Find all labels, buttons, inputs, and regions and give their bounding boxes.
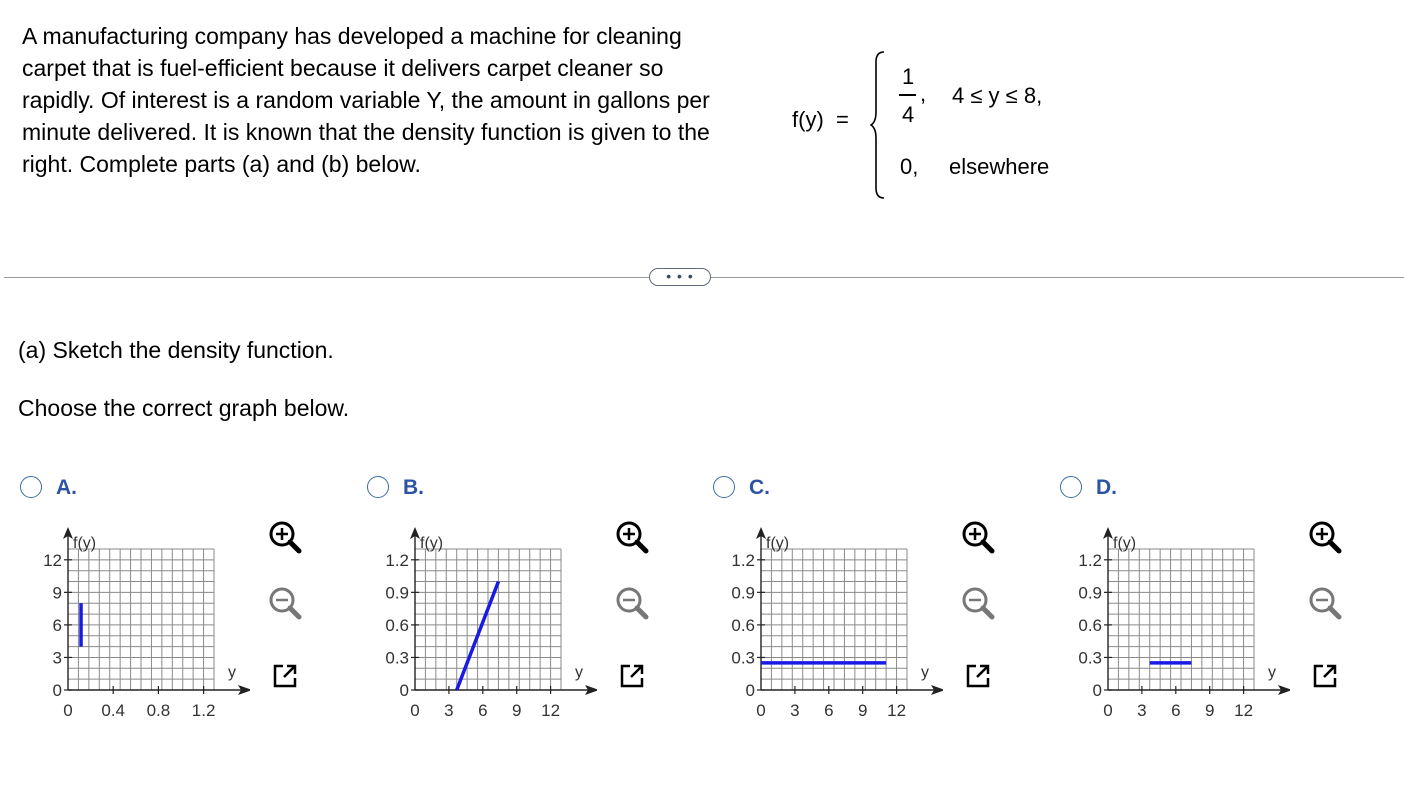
option-letter: C. (749, 476, 770, 499)
x-tick-label: 12 (541, 701, 561, 720)
y-tick-label: 0 (1092, 681, 1102, 700)
more-button[interactable]: • • • (649, 268, 711, 286)
x-tick-label: 3 (444, 701, 454, 720)
x-axis-label: y (575, 664, 583, 681)
expand-icon (266, 657, 304, 695)
option-letter: B. (403, 476, 424, 499)
condition-elsewhere: elsewhere (949, 154, 1050, 179)
y-tick-label: 6 (52, 615, 62, 635)
y-tick-label: 0.3 (385, 648, 409, 668)
x-tick-label: 12 (887, 701, 907, 720)
fraction-numerator: 1 (902, 64, 915, 89)
instruction: Choose the correct graph below. (18, 395, 350, 421)
graph-b (367, 514, 597, 729)
y-tick-label: 0 (745, 681, 755, 700)
part-a-prompt: (a) Sketch the density function. (18, 337, 334, 363)
zoom-in-icon (1306, 518, 1344, 556)
zoom-in-button[interactable] (266, 518, 304, 556)
y-tick-label: 9 (52, 583, 62, 603)
density-formula (790, 50, 1110, 200)
x-tick-label: 1.2 (191, 701, 216, 720)
zoom-out-icon (266, 584, 304, 622)
zoom-out-button[interactable] (1306, 584, 1344, 622)
y-axis-label: f(y) (766, 535, 790, 552)
y-axis-label: f(y) (73, 535, 97, 552)
zoom-in-icon (266, 518, 304, 556)
y-tick-label: 0.3 (1078, 648, 1102, 668)
x-tick-label: 0 (1103, 701, 1113, 720)
expand-button[interactable] (1306, 657, 1344, 695)
x-axis-label: y (921, 664, 929, 681)
expand-icon (959, 657, 997, 695)
graph-d (1060, 514, 1290, 729)
zoom-out-button[interactable] (959, 584, 997, 622)
expand-button[interactable] (613, 657, 651, 695)
piecewise-brace (870, 50, 886, 200)
x-axis-label: y (1268, 664, 1276, 681)
y-tick-label: 0.9 (1078, 583, 1102, 603)
x-tick-label: 6 (478, 701, 488, 720)
y-tick-label: 0 (399, 681, 409, 700)
x-tick-label: 0.8 (146, 701, 171, 720)
y-tick-label: 0.3 (731, 648, 755, 668)
y-tick-label: 0 (52, 681, 62, 700)
x-tick-label: 0 (756, 701, 766, 720)
expand-button[interactable] (959, 657, 997, 695)
option-letter: D. (1096, 476, 1117, 499)
fraction-bar (899, 94, 916, 96)
zoom-in-button[interactable] (959, 518, 997, 556)
zoom-out-icon (959, 584, 997, 622)
y-tick-label: 1.2 (731, 550, 755, 570)
condition-range: 4 ≤ y ≤ 8, (952, 83, 1043, 108)
y-tick-label: 1.2 (1078, 550, 1102, 570)
y-axis-label: f(y) (1113, 535, 1137, 552)
zoom-out-button[interactable] (613, 584, 651, 622)
expand-icon (1306, 657, 1344, 695)
graph-c (713, 514, 943, 729)
option-d[interactable] (1060, 474, 1390, 734)
y-tick-label: 12 (43, 550, 62, 570)
zoom-in-button[interactable] (1306, 518, 1344, 556)
x-tick-label: 3 (1137, 701, 1147, 720)
x-tick-label: 9 (1204, 701, 1215, 720)
graph-a (20, 514, 250, 729)
formula-lhs: f(y) (792, 107, 824, 132)
zoom-in-button[interactable] (613, 518, 651, 556)
x-tick-label: 0.4 (101, 701, 126, 720)
x-tick-label: 9 (857, 701, 868, 720)
y-tick-label: 0.9 (731, 583, 755, 603)
x-tick-label: 6 (824, 701, 834, 720)
radio-button[interactable] (367, 476, 389, 498)
radio-button[interactable] (20, 476, 42, 498)
y-tick-label: 0.6 (731, 615, 755, 635)
y-tick-label: 1.2 (385, 550, 409, 570)
fraction-comma: , (920, 81, 927, 106)
y-tick-label: 0.6 (1078, 615, 1102, 635)
x-axis-label: y (228, 664, 236, 681)
y-tick-label: 0.9 (385, 583, 409, 603)
expand-icon (613, 657, 651, 695)
y-tick-label: 3 (52, 648, 62, 668)
x-tick-label: 6 (1171, 701, 1181, 720)
zoom-out-icon (613, 584, 651, 622)
expand-button[interactable] (266, 657, 304, 695)
x-tick-label: 3 (790, 701, 800, 720)
x-tick-label: 0 (63, 701, 73, 720)
zoom-out-icon (1306, 584, 1344, 622)
option-letter: A. (56, 476, 77, 499)
fraction-denominator: 4 (902, 102, 915, 127)
zoom-in-icon (613, 518, 651, 556)
option-a[interactable] (20, 474, 350, 734)
zoom-in-icon (959, 518, 997, 556)
problem-statement: A manufacturing company has developed a machine for cleaning carpet that is fuel-efficient because it delivers carpet cleaner so rapidly. Of interest is a random variable Y, the amount in gallons per minute delivered. It is known that the density function is given to the right. Complete parts (a) and (b) below. (22, 23, 710, 177)
y-tick-label: 0.6 (385, 615, 409, 635)
zero-value: 0, (900, 154, 919, 179)
y-axis-label: f(y) (420, 535, 444, 552)
x-tick-label: 9 (511, 701, 522, 720)
zoom-out-button[interactable] (266, 584, 304, 622)
radio-button[interactable] (1060, 476, 1082, 498)
option-b[interactable] (367, 474, 697, 734)
option-c[interactable] (713, 474, 1043, 734)
formula-equals: = (836, 107, 849, 132)
x-tick-label: 12 (1234, 701, 1254, 720)
x-tick-label: 0 (410, 701, 420, 720)
radio-button[interactable] (713, 476, 735, 498)
